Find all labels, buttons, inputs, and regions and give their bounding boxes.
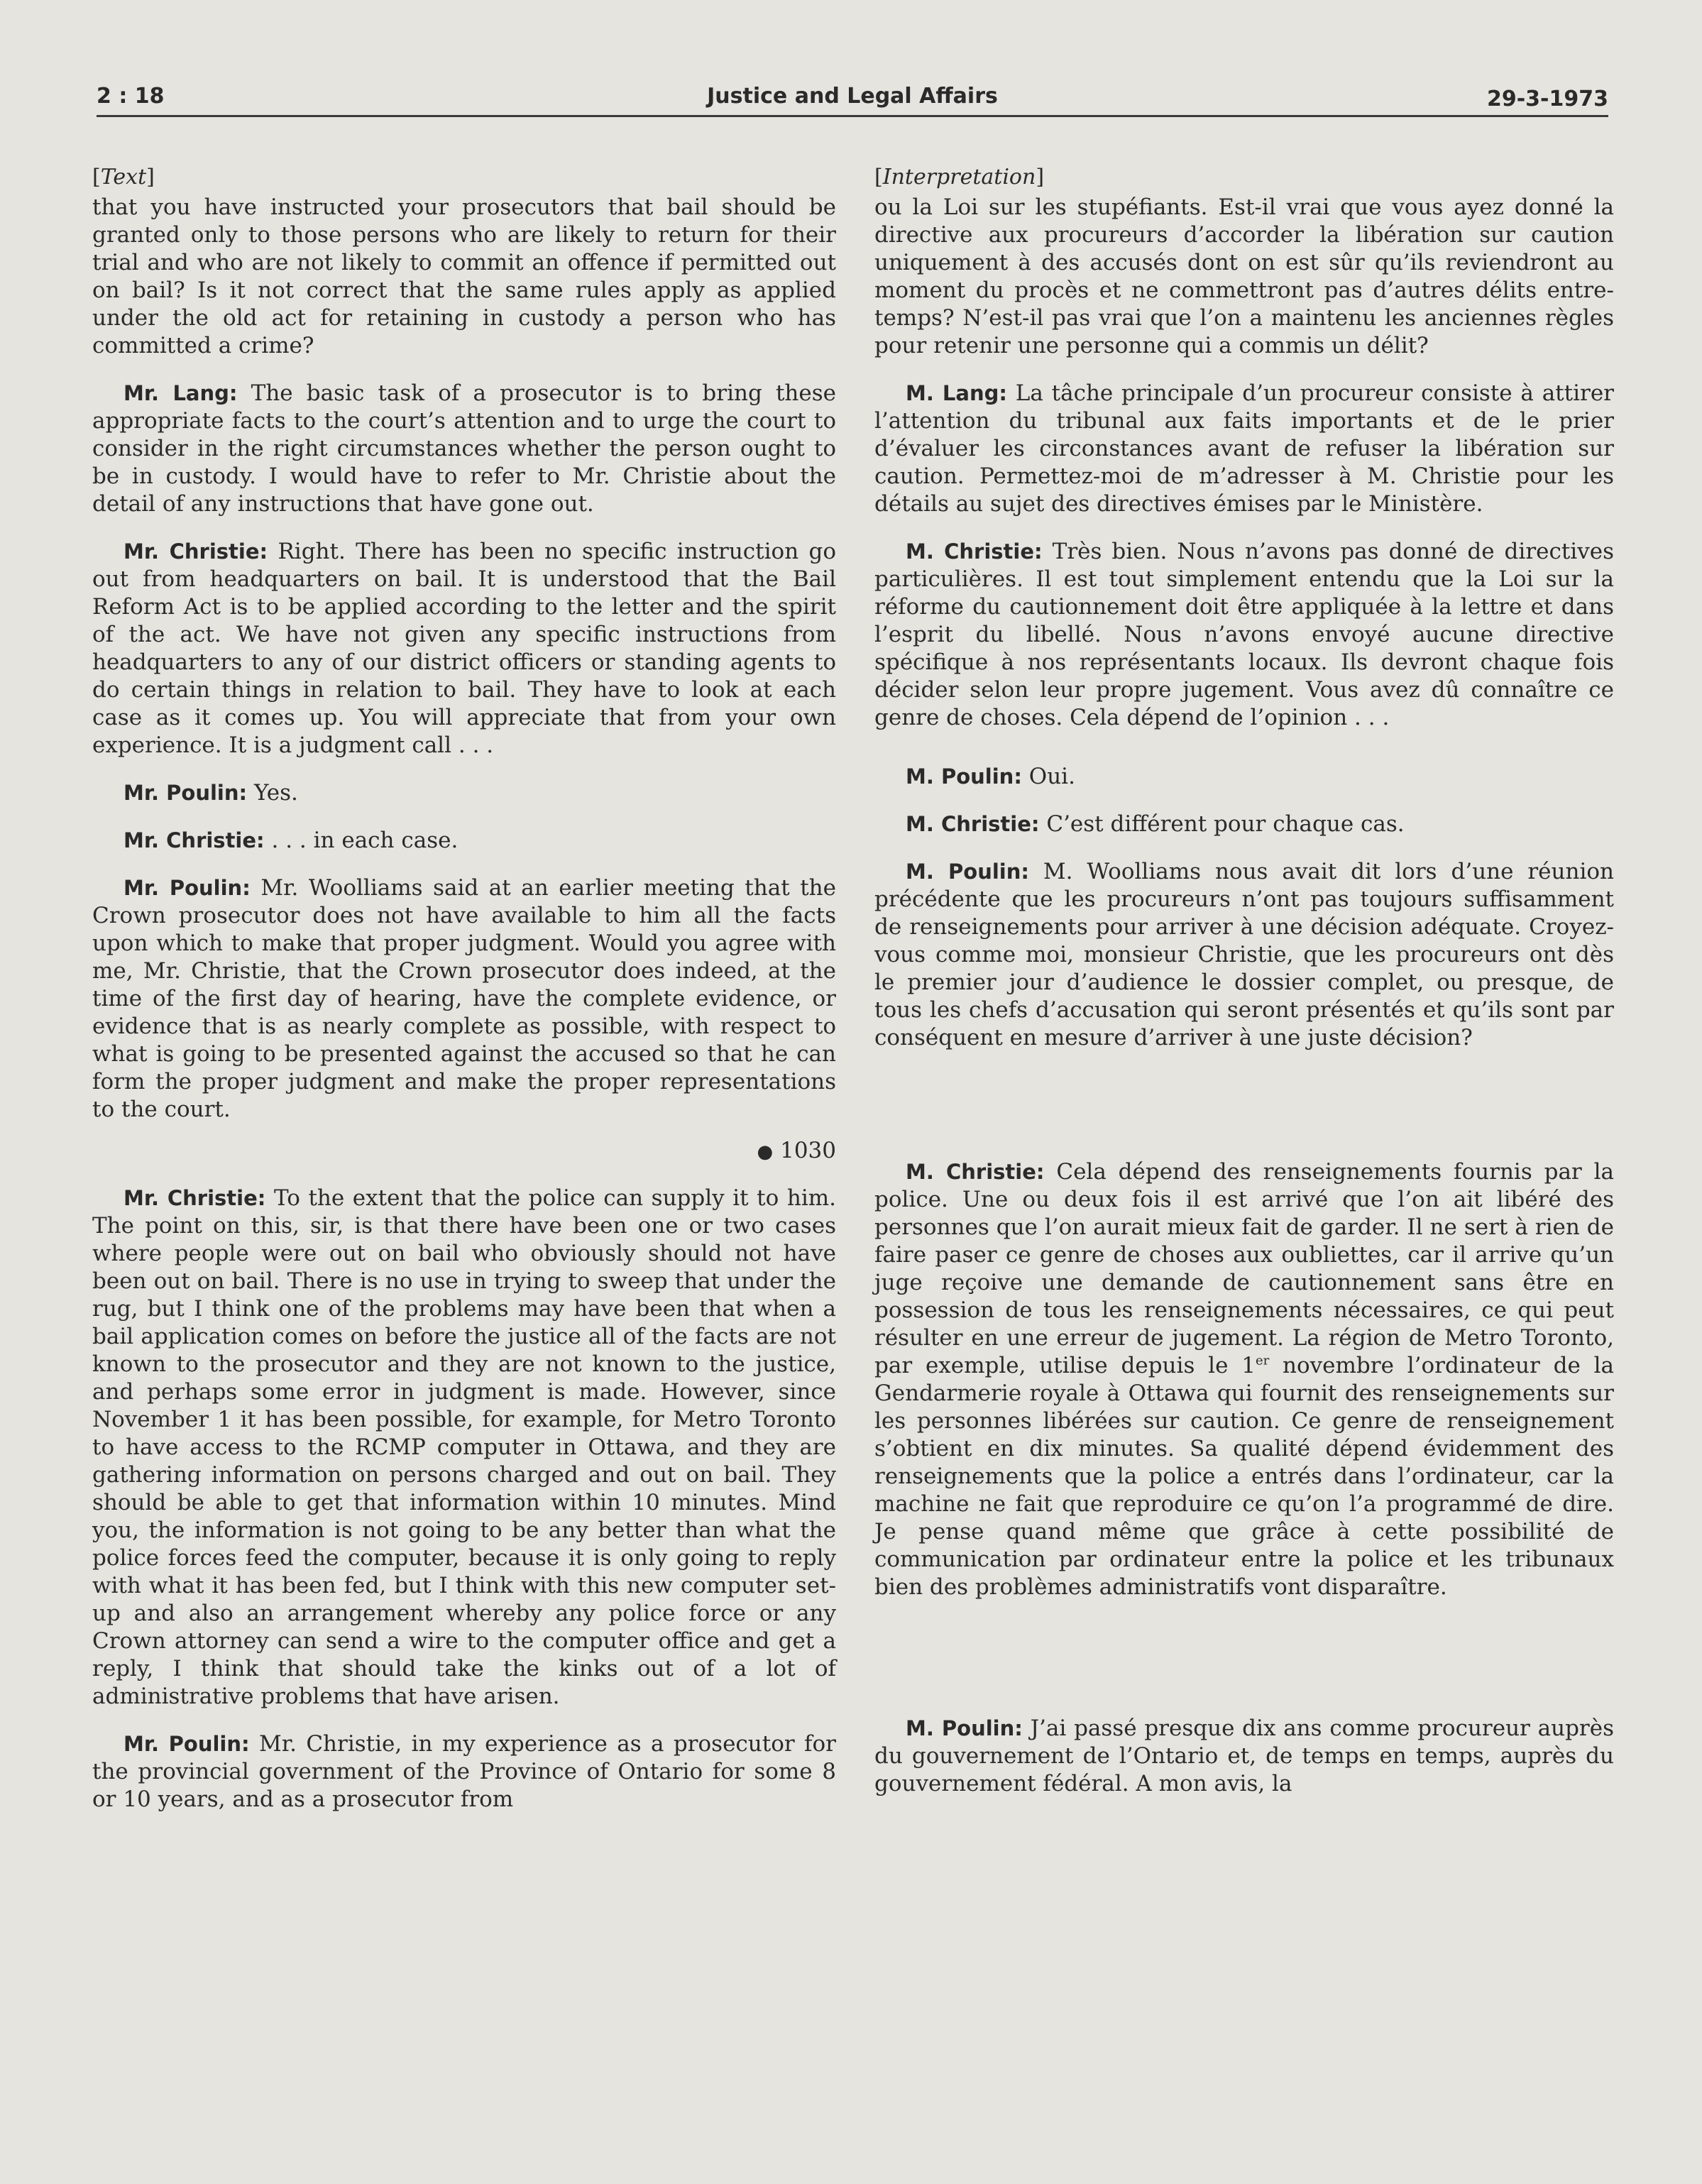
speech-text: M. Woolliams nous avait dit lors d’une réunion précédente que les procureurs n’ont pas toujours suffisamment de renseignements pour arriver à une décision adéquate. Croyez-vous comme moi, monsieur Christie, que les procureurs ont dès le premier jour d’audience le dossier complet, ou presque, de tous les chefs d’accusation qui seront présentés et qu’ils sont par conséquent en mesure d’arriver à une juste décision? [874,859,1614,1050]
page-date: 29-3-1973 [1486,87,1608,111]
paragraph [874,1158,1614,1601]
paragraph [874,811,1614,838]
paragraph: that you have instructed your prosecutors that bail should be granted only to those persons who are likely to return for their trial and who are not likely to commit an offence if permitted out on bail? Is it not correct that the same rules apply as applied under the old act for retaining in custody a person who has committed a crime? [92,194,836,358]
speaker-name: M. Lang: [906,381,1007,405]
paragraph [92,779,836,807]
paragraph: ou la Loi sur les stupéfiants. Est-il vrai que vous ayez donné la directive aux procureurs d’accorder la libération sur caution uniquement à des accusés dont on est sûr qu’ils reviendront au moment du procès et ne commettront pas d’autres délits entre-temps? N’est-il pas vrai que l’on a maintenu les anciennes règles pour retenir une personne qui a commis un délit? [874,194,1614,358]
speaker-name: Mr. Poulin: [123,1732,250,1756]
paragraph [92,538,836,759]
paragraph [874,858,1614,1052]
speech-text: The basic task of a prosecutor is to bring these appropriate facts to the court’s attention and to urge the court to consider in the right circumstances whether the person ought to be in custody. I would have to refer to Mr. Christie about the detail of any instructions that have gone out. [92,380,836,517]
speech-text: Yes. [253,780,298,806]
paragraph [92,1730,836,1813]
speaker-name: Mr. Poulin: [123,876,251,900]
paragraph [874,763,1614,791]
paragraph [874,380,1614,518]
running-title: Justice and Legal Affairs [707,84,998,109]
speech-text: Right. There has been no specific instruction go out from headquarters on bail. It is understood that the Bail Reform Act is to be applied according to the letter and the spirit of the act. We have not given any specific instructions from headquarters to any of our district officers or standing agents to do certain things in relation to bail. They have to look at each case as it comes up. You will appreciate that from your own experience. It is a judgment call . . . [92,539,837,758]
french-column [874,165,1614,1798]
speaker-name: Mr. Christie: [123,828,265,852]
speech-text: novembre l’ordinateur de la Gendarmerie royale à Ottawa qui fournit des renseignements sur les personnes libérées sur caution. Ce genre de renseignement s’obtient en dix minutes. Sa qualité dépend évidemment des renseignements que la police a entrés dans l’ordinateur, car la machine ne fait que reproduire ce qu’on l’a programmé de dire. Je pense quand même que grâce à cette possibilité de communication par ordinateur entre la police et les tribunaux bien des problèmes administratifs vont disparaître. [874,1353,1614,1600]
paragraph [92,1185,836,1711]
speaker-name: M. Poulin: [906,860,1029,884]
speech-text: . . . in each case. [271,828,459,853]
speaker-name: Mr. Poulin: [123,781,248,805]
speech-text: Très bien. Nous n’avons pas donné de directives particulières. Il est tout simplement entendu que la Loi sur la réforme du cautionnement doit être appliquée à la lettre et dans l’esprit du libellé. Nous n’avons envoyé aucune directive spécifique à nos représentants locaux. Ils devront chaque fois décider selon leur propre jugement. Vous avez dû connaître ce genre de choses. Cela dépend de l’opinion . . . [874,539,1614,730]
paragraph [92,380,836,518]
speaker-name: Mr. Christie: [123,539,268,564]
paragraph [874,1715,1614,1798]
speaker-name: Mr. Lang: [123,381,238,405]
paragraph [874,538,1614,732]
paragraph [92,827,836,855]
page-number: 2 : 18 [97,84,165,109]
superscript: er [1255,1353,1270,1368]
speech-text: To the extent that the police can supply it to him. The point on this, sir, is that there have been one or two cases where people were out on bail who obviously should not have been out on bail. There is no use in trying to sweep that under the rug, but I think one of the problems may have been that when a bail application comes on before the justice all of the facts are not known to the prosecutor and they are not known to the justice, and perhaps some error in judgment is made. However, since November 1 it has been possible, for example, for Metro Toronto to have access to the RCMP computer in Ottawa, and they are gathering information on persons charged and out on bail. They should be able to get that information within 10 minutes. Mind you, the information is not going to be any better than what the police forces feed the computer, because it is only going to reply with what it has been fed, but I think with this new computer set-up and also an arrangement whereby any police force or any Crown attorney can send a wire to the computer office and get a reply, I think that should take the kinks out of a lot of administrative problems that have arisen. [92,1185,836,1709]
time-marker: ● 1030 [757,1138,836,1163]
speaker-name: M. Christie: [906,1160,1045,1184]
speaker-name: M. Poulin: [906,1716,1023,1740]
speech-text: Cela dépend des renseignements fournis par la police. Une ou deux fois il est arrivé que l’on ait libéré des personnes que l’on aurait mieux fait de garder. Il ne sert à rien de faire paser ce genre de choses aux oubliettes, car il arrive qu’un juge reçoive une demande de cautionnement sans être en possession de tous les renseignements nécessaires, ce qui peut résulter en une erreur de jugement. La région de Metro Toronto, par exemple, utilise depuis le 1 [874,1159,1614,1378]
speech-text: Oui. [1028,764,1075,789]
column-tag: [Interpretation] [874,165,1045,190]
speech-text: La tâche principale d’un procureur consiste à attirer l’attention du tribunal aux faits importants et de le prier d’évaluer les circonstances avant de refuser la libération sur caution. Permettez-moi de m’adresser à M. Christie pour les détails au sujet des directives émises par le Ministère. [874,380,1614,517]
speech-text: Mr. Woolliams said at an earlier meeting that the Crown prosecutor does not have available to him all the facts upon which to make that proper judgment. Would you agree with me, Mr. Christie, that the Crown prosecutor does indeed, at the time of the first day of hearing, have the complete evidence, or evidence that is as nearly complete as possible, with respect to what is going to be presented against the accused so that he can form the proper judgment and make the proper representations to the court. [92,875,836,1122]
paragraph [92,874,836,1124]
bullet-icon: ● [757,1141,774,1163]
speaker-name: M. Christie: [906,539,1043,564]
speaker-name: Mr. Christie: [123,1186,266,1210]
speech-text: Mr. Christie, in my experience as a prosecutor for the provincial government of the Province of Ontario for some 8 or 10 years, and as a prosecutor from [92,1731,836,1812]
page-header [97,79,1608,117]
speech-text: C’est différent pour chaque cas. [1046,811,1405,837]
speech-text: J’ai passé presque dix ans comme procureur auprès du gouvernement de l’Ontario et, de temps en temps, auprès du gouvernement fédéral. A mon avis, la [874,1716,1614,1796]
column-tag: [Text] [92,165,155,190]
speaker-name: M. Christie: [906,812,1040,836]
speaker-name: M. Poulin: [906,764,1022,789]
english-column [92,165,836,1813]
